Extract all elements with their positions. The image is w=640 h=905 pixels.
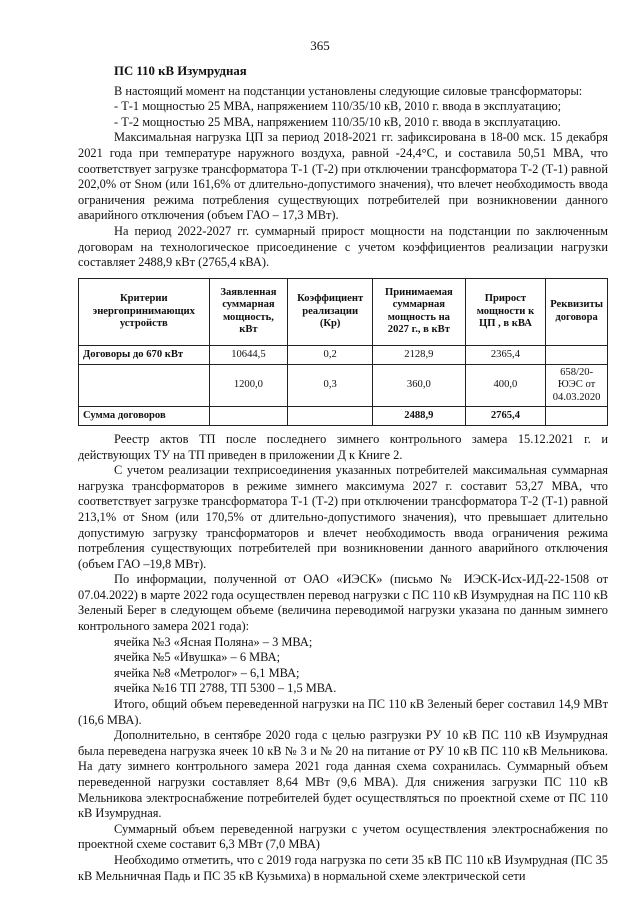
table-cell — [546, 406, 608, 425]
table-header-cell: Реквизиты договора — [546, 278, 608, 345]
table-cell — [209, 406, 288, 425]
table-cell: 10644,5 — [209, 345, 288, 364]
table-row — [79, 364, 608, 406]
table-cell: 400,0 — [465, 364, 546, 406]
table-header-row — [79, 278, 608, 345]
table-cell: 2765,4 — [465, 406, 546, 425]
table-header-cell: Коэффициент реализации (Кр) — [288, 278, 373, 345]
paragraph-transfer: По информации, полученной от ОАО «ИЭСК» (письмо № ИЭСК-Исх-ИД-22-1508 от 07.04.2022) в марте 2022 года осуществлен перевод нагрузки с ПС 110 кВ Изумрудная на ПС 110 кВ Зеленый Берег в следующем объеме (величина переводимой нагрузки указана по данным зимнего контрольного замера 2021 года): — [78, 572, 608, 634]
section-heading: ПС 110 кВ Изумрудная — [114, 64, 247, 78]
table-header-cell: Заявленная суммарная мощность, кВт — [209, 278, 288, 345]
table-cell: 1200,0 — [209, 364, 288, 406]
table-cell — [79, 364, 210, 406]
table-cell: 2365,4 — [465, 345, 546, 364]
cell-item-1: ячейка №3 «Ясная Поляна» – 3 МВА; — [114, 634, 313, 649]
paragraph-intro: В настоящий момент на подстанции установлены следующие силовые трансформаторы: — [114, 83, 583, 98]
paragraph-total: Итого, общий объем переведенной нагрузки на ПС 110 кВ Зеленый берег составил 14,9 МВт (16,6 МВА). — [78, 697, 608, 727]
table-header-cell: Прирост мощности к ЦП , в кВА — [465, 278, 546, 345]
table-cell: Договоры до 670 кВт — [79, 345, 210, 364]
table-header-cell: Критерии энергопринимающих устройств — [79, 278, 210, 345]
paragraph-forecast: С учетом реализации техприсоединения указанных потребителей максимальная суммарная нагрузка трансформаторов в режиме зимнего максимума 2027 г. составит 53,27 МВА, что соответствует загрузке трансформатора Т-1 (Т-2) при отключении трансформатора Т-2 (Т-1) равной 213,1% от Sном (или 170,5% от длительно-допустимого значения), что превышает длительно допустимую загрузку трансформаторов и влечет необходимость ввода ограничения режима потребления существующих потребителей при возникновении данного аварийного отключения (объем ГАО –19,8 МВт). — [78, 463, 608, 571]
paragraph-growth: На период 2022-2027 гг. суммарный прирост мощности на подстанции по заключенным договорам на технологическое присоединение с учетом коэффициентов реализации нагрузки составляет 2488,9 кВт (2765,4 кВА). — [78, 223, 608, 270]
paragraph-max-load: Максимальная нагрузка ЦП за период 2018-2021 гг. зафиксирована в 18-00 мск. 15 декабря 2021 года при температуре наружного воздуха, равной -24,4°С, и составила 50,51 МВА, что соответствует загрузке трансформатора Т-1 (Т-2) при отключении трансформатора Т-2 (Т-1) равной 202,0% от Sном (или 161,6% от длительно-допустимого значения), что влечет необходимость ввода ограничения режима потребления существующих потребителей при возникновении данного аварийного отключения (объем ГАО – 17,3 МВт). — [78, 130, 608, 223]
table-cell: 360,0 — [373, 364, 466, 406]
table-row — [79, 345, 608, 364]
contracts-table — [78, 278, 608, 426]
table-cell: 0,2 — [288, 345, 373, 364]
table-cell: 658/20-ЮЭС от 04.03.2020 — [546, 364, 608, 406]
table-header-cell: Принимаемая суммарная мощность на 2027 г., в кВт — [373, 278, 466, 345]
cell-item-3: ячейка №8 «Метролог» – 6,1 МВА; — [114, 665, 300, 680]
table-cell: 2488,9 — [373, 406, 466, 425]
transformer-item-1: - Т-1 мощностью 25 МВА, напряжением 110/35/10 кВ, 2010 г. ввода в эксплуатацию; — [114, 99, 562, 114]
paragraph-additional: Дополнительно, в сентябре 2020 года с целью разгрузки РУ 10 кВ ПС 110 кВ Изумрудная была переведена нагрузка ячеек 10 кВ № 3 и № 20 на питание от РУ 10 кВ ПС 110 кВ Мельникова. На дату зимнего контрольного замера 2021 года данная схема сохранилась. Суммарный объем переведенной нагрузки составляет 8,64 МВт (9,6 МВА). Для снижения загрузки ПС 110 кВ Мельникова электроснабжение потребителей будет осуществляться по проектной схеме от ПС 110 кВ Изумрудная. — [78, 728, 608, 821]
table-cell: 0,3 — [288, 364, 373, 406]
table-cell — [288, 406, 373, 425]
paragraph-summary: Суммарный объем переведенной нагрузки с учетом осуществления электроснабжения по проектной схеме составит 6,3 МВт (7,0 МВА) — [78, 821, 608, 852]
page-content — [78, 64, 608, 884]
paragraph-registry: Реестр актов ТП после последнего зимнего контрольного замера 15.12.2021 г. и действующих ТУ на ТП приведен в приложении Д к Книге 2. — [78, 431, 608, 462]
cell-item-2: ячейка №5 «Ивушка» – 6 МВА; — [114, 650, 281, 665]
transformer-item-2: - Т-2 мощностью 25 МВА, напряжением 110/35/10 кВ, 2010 г. ввода в эксплуатацию. — [114, 114, 561, 129]
table-cell: Сумма договоров — [79, 406, 210, 425]
table-row — [79, 406, 608, 425]
table-cell — [546, 345, 608, 364]
cell-item-4: ячейка №16 ТП 2788, ТП 5300 – 1,5 МВА. — [114, 681, 337, 696]
paragraph-note: Необходимо отметить, что с 2019 года нагрузка по сети 35 кВ ПС 110 кВ Изумрудная (ПС 35 кВ Мельничная Падь и ПС 35 кВ Кузьмиха) в нормальной схеме электрической сети — [78, 852, 608, 883]
page-number: 365 — [310, 38, 330, 53]
table-cell: 2128,9 — [373, 345, 466, 364]
